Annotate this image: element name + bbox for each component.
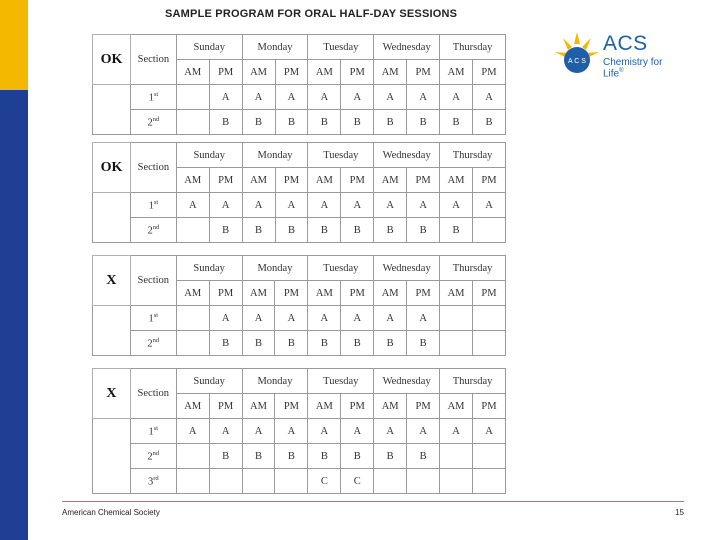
session-cell: A [209,85,242,110]
session-cell: A [242,193,275,218]
status-label: OK [93,143,131,193]
ampm-header: PM [407,281,440,306]
session-cell: B [374,331,407,356]
session-cell: A [440,85,473,110]
ampm-header: PM [473,60,506,85]
ampm-header: PM [407,394,440,419]
section-number-value: 2 [147,117,153,129]
session-cell: B [341,218,374,243]
session-cell: B [341,331,374,356]
acs-seal-icon [553,30,601,78]
status-label: OK [93,35,131,85]
session-cell: A [242,419,275,444]
session-cell: A [473,193,506,218]
session-row [93,306,506,331]
status-spacer [93,306,131,356]
section-number-suffix: st [153,424,159,432]
session-row [93,193,506,218]
session-cell: A [407,419,440,444]
section-number [130,306,176,331]
session-cell: A [407,306,440,331]
session-row [93,85,506,110]
session-row [93,419,506,444]
session-cell [242,469,275,494]
ampm-header: PM [341,281,374,306]
section-number-value: 1 [148,200,154,212]
session-cell [440,306,473,331]
session-cell: B [440,218,473,243]
session-cell: B [440,110,473,135]
ampm-header: PM [275,394,308,419]
session-cell [473,218,506,243]
session-row [93,469,506,494]
status-spacer [93,85,131,135]
footer-org: American Chemical Society [62,508,160,517]
section-number-value: 3 [147,476,154,488]
session-cell: A [308,419,341,444]
section-number-suffix: rd [153,474,159,482]
ampm-header: AM [176,394,209,419]
ampm-header: AM [242,168,275,193]
section-header: Section [130,256,176,306]
schedule-table [92,255,506,356]
page-number: 15 [675,508,684,517]
session-cell: A [275,306,308,331]
session-cell: B [407,444,440,469]
ampm-header: PM [275,281,308,306]
session-cell [275,469,308,494]
ampm-header: AM [242,394,275,419]
day-header: Sunday [176,143,242,168]
section-number-suffix: nd [152,223,160,231]
session-cell [176,444,209,469]
session-cell: B [242,218,275,243]
day-header: Wednesday [374,143,440,168]
logo-name: ACS [603,32,648,55]
section-number-suffix: nd [152,449,160,457]
ampm-header: AM [242,60,275,85]
session-cell: A [374,193,407,218]
day-header: Tuesday [308,143,374,168]
session-cell: B [242,110,275,135]
ampm-header: AM [176,60,209,85]
session-cell: B [275,110,308,135]
session-cell: B [374,218,407,243]
day-header: Wednesday [374,256,440,281]
session-cell: B [275,444,308,469]
session-cell: B [209,110,242,135]
section-number-value: 2 [147,451,153,463]
header-row-days [93,369,506,394]
section-number-suffix: st [153,90,159,98]
session-cell: A [341,85,374,110]
status-label: X [93,369,131,419]
ampm-header: PM [209,60,242,85]
session-row [93,218,506,243]
session-cell [209,469,242,494]
session-cell: B [209,331,242,356]
session-cell [440,331,473,356]
session-cell: A [341,306,374,331]
session-cell [440,469,473,494]
session-cell: B [209,444,242,469]
session-cell: A [341,193,374,218]
session-row [93,444,506,469]
ampm-header: PM [473,394,506,419]
section-number-suffix: st [153,311,159,319]
section-number [130,444,176,469]
session-cell: A [176,419,209,444]
session-cell: B [374,444,407,469]
day-header: Monday [242,369,308,394]
session-cell: C [308,469,341,494]
ampm-header: AM [440,60,473,85]
session-cell [407,469,440,494]
session-cell [176,306,209,331]
section-number [130,85,176,110]
session-cell: B [374,110,407,135]
session-cell: A [473,419,506,444]
day-header: Tuesday [308,35,374,60]
session-cell: B [407,218,440,243]
session-cell: A [308,193,341,218]
ampm-header: PM [407,60,440,85]
session-cell [176,110,209,135]
session-cell: A [473,85,506,110]
ampm-header: AM [440,281,473,306]
ampm-header: AM [374,394,407,419]
ampm-header: AM [176,281,209,306]
ampm-header: AM [308,60,341,85]
ampm-header: AM [374,281,407,306]
section-number-value: 1 [148,92,154,104]
session-cell [374,469,407,494]
session-cell: B [407,331,440,356]
ampm-header: PM [341,168,374,193]
session-cell [440,444,473,469]
session-cell: A [242,85,275,110]
header-row-days [93,256,506,281]
section-number-value: 2 [147,225,153,237]
day-header: Thursday [440,35,506,60]
session-cell: B [308,331,341,356]
accent-bar-blue [0,90,28,540]
session-cell: A [407,85,440,110]
section-number [130,331,176,356]
day-header: Thursday [440,143,506,168]
section-number-suffix: st [153,198,159,206]
ampm-header: AM [176,168,209,193]
ampm-header: PM [275,168,308,193]
status-spacer [93,193,131,243]
ampm-header: AM [308,281,341,306]
section-number-value: 2 [147,338,153,350]
section-number [130,419,176,444]
ampm-header: PM [275,60,308,85]
ampm-header: PM [209,281,242,306]
session-cell [176,218,209,243]
session-cell: A [374,419,407,444]
session-cell: A [374,85,407,110]
section-header: Section [130,35,176,85]
status-label: X [93,256,131,306]
session-cell [473,331,506,356]
session-cell [176,85,209,110]
day-header: Tuesday [308,369,374,394]
status-spacer [93,419,131,494]
logo-tagline: Chemistry for Life® [603,57,663,80]
session-row [93,110,506,135]
session-cell: A [308,85,341,110]
ampm-header: AM [440,394,473,419]
section-header: Section [130,143,176,193]
session-cell: B [242,444,275,469]
session-cell [473,469,506,494]
ampm-header: AM [374,60,407,85]
session-cell: A [341,419,374,444]
acs-logo [553,30,683,80]
ampm-header: PM [341,394,374,419]
ampm-header: PM [473,281,506,306]
session-cell [176,331,209,356]
session-cell: A [275,419,308,444]
section-number-suffix: nd [152,115,160,123]
session-cell: A [176,193,209,218]
ampm-header: AM [440,168,473,193]
day-header: Thursday [440,369,506,394]
header-row-days [93,143,506,168]
session-cell: B [242,331,275,356]
session-cell [473,306,506,331]
section-number-value: 1 [148,313,154,325]
section-number-value: 1 [148,426,154,438]
day-header: Monday [242,143,308,168]
schedule-table [92,368,506,494]
session-cell: A [209,306,242,331]
session-cell: A [440,419,473,444]
session-cell: A [374,306,407,331]
session-cell: B [308,218,341,243]
section-number-suffix: nd [152,336,160,344]
footer-rule [62,501,684,502]
ampm-header: AM [308,394,341,419]
session-cell: A [275,85,308,110]
ampm-header: PM [341,60,374,85]
session-cell: B [341,444,374,469]
day-header: Sunday [176,369,242,394]
session-cell: C [341,469,374,494]
day-header: Sunday [176,35,242,60]
seal-text: A C S [568,58,586,65]
session-cell: B [407,110,440,135]
session-row [93,331,506,356]
day-header: Wednesday [374,369,440,394]
session-cell: A [242,306,275,331]
ampm-header: AM [242,281,275,306]
ampm-header: PM [407,168,440,193]
ampm-header: AM [374,168,407,193]
session-cell: B [308,110,341,135]
session-cell: B [308,444,341,469]
section-header: Section [130,369,176,419]
session-cell: A [275,193,308,218]
day-header: Wednesday [374,35,440,60]
day-header: Thursday [440,256,506,281]
day-header: Tuesday [308,256,374,281]
day-header: Sunday [176,256,242,281]
session-cell: A [407,193,440,218]
header-row-days [93,35,506,60]
session-cell: A [209,193,242,218]
session-cell [473,444,506,469]
session-cell: B [341,110,374,135]
session-cell: B [209,218,242,243]
section-number [130,218,176,243]
session-cell: B [473,110,506,135]
section-number [130,469,176,494]
session-cell: B [275,331,308,356]
day-header: Monday [242,35,308,60]
session-cell: A [440,193,473,218]
session-cell: A [209,419,242,444]
ampm-header: AM [308,168,341,193]
schedule-table [92,34,506,135]
session-cell [176,469,209,494]
ampm-header: PM [473,168,506,193]
schedule-table [92,142,506,243]
section-number [130,193,176,218]
day-header: Monday [242,256,308,281]
ampm-header: PM [209,394,242,419]
accent-bar-yellow [0,0,28,90]
ampm-header: PM [209,168,242,193]
session-cell: B [275,218,308,243]
section-number [130,110,176,135]
slide-title: SAMPLE PROGRAM FOR ORAL HALF-DAY SESSIONS [165,8,458,20]
session-cell: A [308,306,341,331]
